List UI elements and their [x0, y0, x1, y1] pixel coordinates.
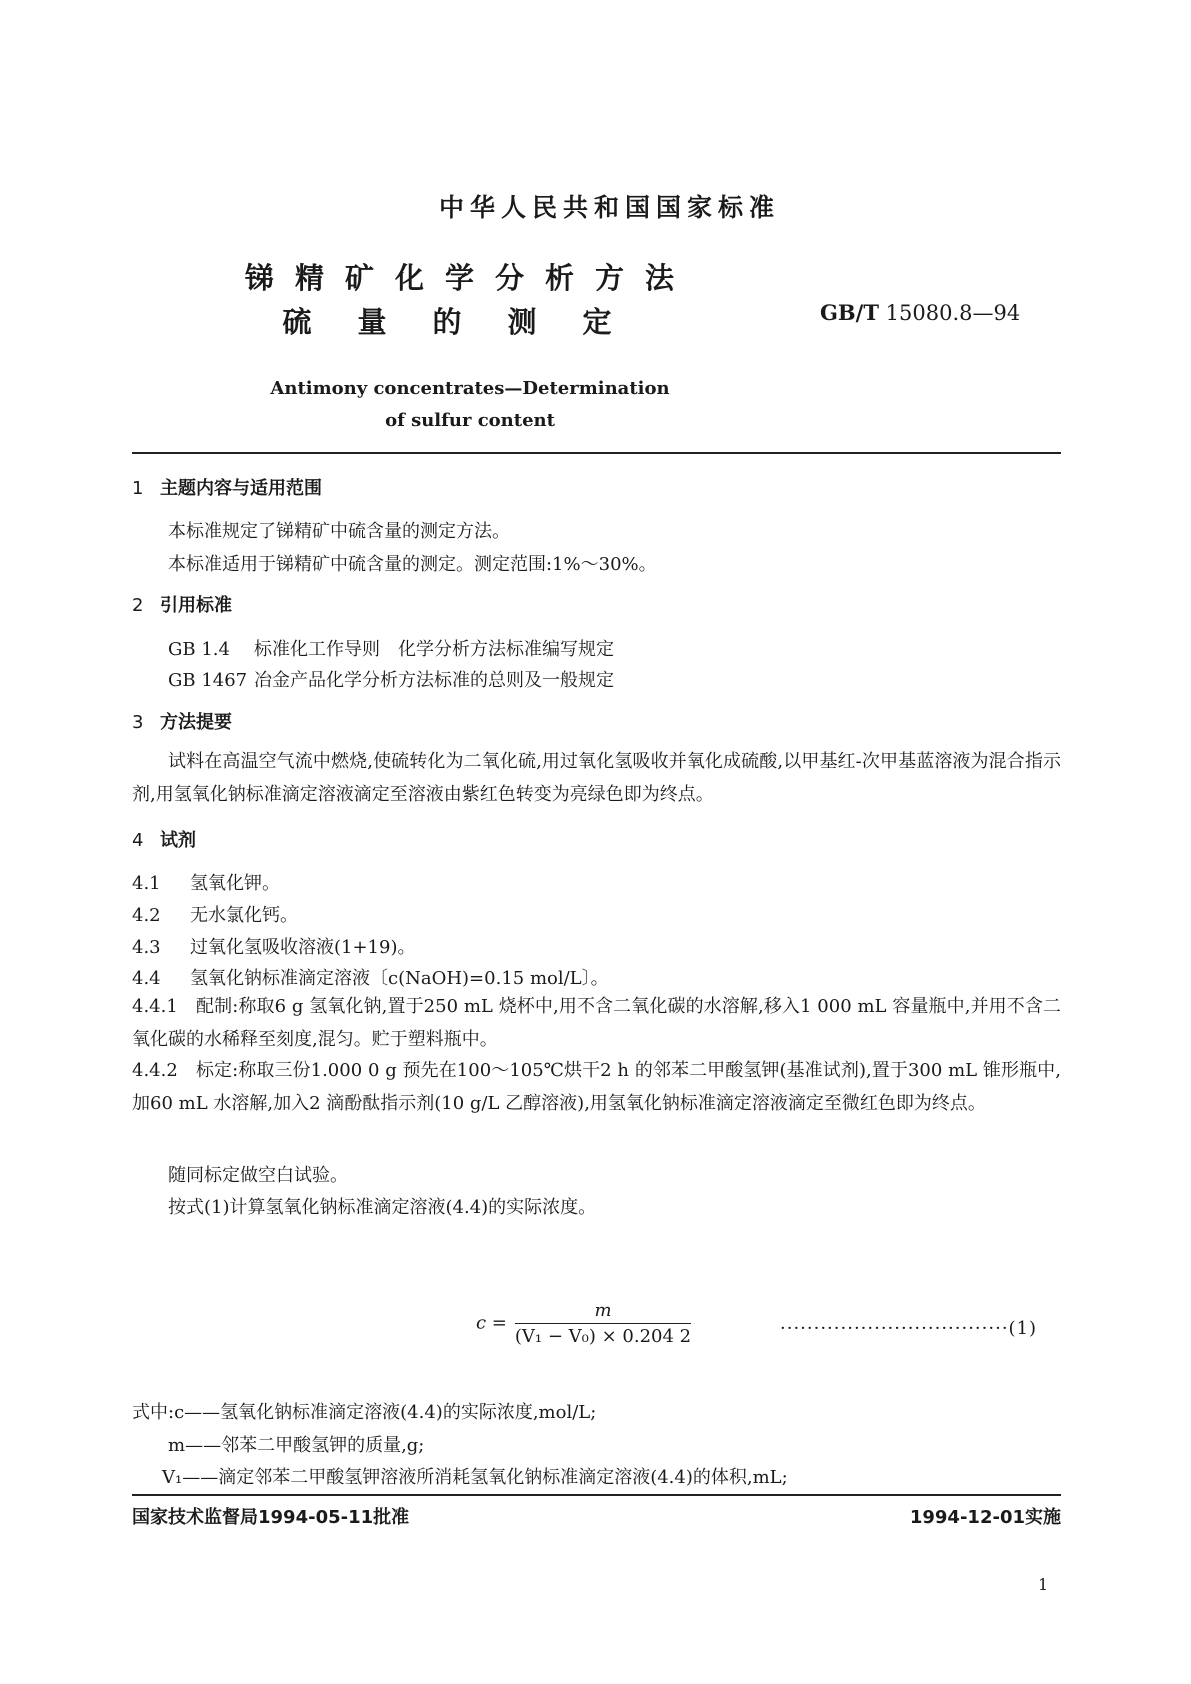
section-1-heading — [132, 474, 322, 500]
reagent-text: 无水氯化钙。 — [190, 905, 298, 926]
reagent-number: 4.4 — [132, 968, 161, 989]
section-1-paragraph-1: 本标准规定了锑精矿中硫含量的测定方法。 — [168, 521, 510, 542]
formula-lhs: c = — [476, 1312, 507, 1334]
reagent-number: 4.1 — [132, 873, 161, 894]
reagent-item — [132, 869, 280, 895]
section-number: 1 — [132, 478, 144, 499]
english-title-line2: of sulfur content — [385, 410, 555, 431]
document-title-line1: 锑精矿化学分析方法 — [244, 261, 695, 295]
approval-date: 国家技术监督局1994-05-11批准 — [132, 1507, 410, 1528]
formula-fraction — [515, 1300, 691, 1347]
english-title-line1: Antimony concentrates—Determination — [270, 378, 670, 399]
procedure-4-4-1: 4.4.1 配制:称取6 g 氢氧化钠,置于250 mL 烧杯中,用不含二氧化碳的水溶解,移入1 000 mL 容量瓶中,并用不含二氧化碳的水稀释至刻度,混匀。贮于塑料瓶中。 — [132, 996, 1061, 1050]
footer-divider — [132, 1494, 1061, 1496]
section-title: 试剂 — [160, 830, 196, 851]
formula-label: (1) — [1008, 1318, 1038, 1339]
section-4-heading — [132, 826, 196, 852]
formula-denominator: (V₁ − V₀) × 0.204 2 — [514, 1326, 692, 1347]
national-standard-heading: 中华人民共和国国家标准 — [438, 193, 780, 222]
reference-item — [168, 666, 614, 692]
section-1-paragraph-2: 本标准适用于锑精矿中硫含量的测定。测定范围:1%～30%。 — [168, 554, 657, 575]
reference-code: GB 1.4 — [168, 639, 230, 660]
formula-1 — [476, 1300, 691, 1347]
reagent-text: 氢氧化钠标准滴定溶液〔c(NaOH)=0.15 mol/L〕。 — [190, 968, 609, 989]
reference-text: 标准化工作导则 化学分析方法标准编写规定 — [254, 639, 614, 660]
where-m: m——邻苯二甲酸氢钾的质量,g; — [168, 1435, 425, 1456]
section-3-heading — [132, 708, 232, 734]
where-c — [132, 1398, 596, 1424]
reagent-text: 氢氧化钾。 — [190, 873, 280, 894]
standard-number — [820, 300, 1020, 325]
section-number: 4 — [132, 830, 144, 851]
reference-text: 冶金产品化学分析方法标准的总则及一般规定 — [254, 670, 614, 691]
section-number: 2 — [132, 595, 144, 616]
blank-test-note: 随同标定做空白试验。 — [168, 1165, 348, 1186]
section-title: 主题内容与适用范围 — [160, 478, 322, 499]
standard-number-value: 15080.8—94 — [885, 301, 1021, 325]
header-divider — [132, 452, 1061, 454]
implementation-date: 1994-12-01实施 — [909, 1507, 1061, 1528]
where-intro: 式中: — [132, 1402, 175, 1423]
calculation-note: 按式(1)计算氢氧化钠标准滴定溶液(4.4)的实际浓度。 — [168, 1197, 597, 1218]
formula-leader — [780, 1318, 1037, 1339]
reference-code: GB 1467 — [168, 670, 248, 691]
formula-numerator: m — [515, 1300, 691, 1324]
reagent-item — [132, 933, 415, 959]
page-number: 1 — [1038, 1575, 1049, 1594]
formula-dots: ·································· — [780, 1318, 1009, 1339]
reagent-number: 4.3 — [132, 937, 161, 958]
standard-prefix: GB/T — [820, 300, 879, 325]
section-3-paragraph: 试料在高温空气流中燃烧,使硫转化为二氧化硫,用过氧化氢吸收并氧化成硫酸,以甲基红-次甲基蓝溶液为混合指示剂,用氢氧化钠标准滴定溶液滴定至溶液由紫红色转变为亮绿色即为终点。 — [132, 751, 1061, 805]
document-title-line2: 硫量的测定 — [282, 305, 658, 339]
where-v1: V₁——滴定邻苯二甲酸氢钾溶液所消耗氢氧化钠标准滴定溶液(4.4)的体积,mL; — [162, 1467, 788, 1488]
section-title: 引用标准 — [160, 595, 232, 616]
where-c-text: c——氢氧化钠标准滴定溶液(4.4)的实际浓度,mol/L; — [174, 1402, 597, 1423]
reagent-text: 过氧化氢吸收溶液(1+19)。 — [190, 937, 416, 958]
reagent-item — [132, 901, 298, 927]
reagent-number: 4.2 — [132, 905, 161, 926]
reference-item — [168, 635, 614, 661]
section-number: 3 — [132, 712, 144, 733]
section-title: 方法提要 — [160, 712, 232, 733]
procedure-4-4-2: 4.4.2 标定:称取三份1.000 0 g 预先在100～105℃烘干2 h 的邻苯二甲酸氢钾(基准试剂),置于300 mL 锥形瓶中,加60 mL 水溶解,加入2 滴酚酞指示剂(10 g/L 乙醇溶液),用氢氧化钠标准滴定溶液滴定至微红色即为终点。 — [132, 1060, 1061, 1114]
reagent-item — [132, 964, 609, 990]
section-2-heading — [132, 591, 232, 617]
